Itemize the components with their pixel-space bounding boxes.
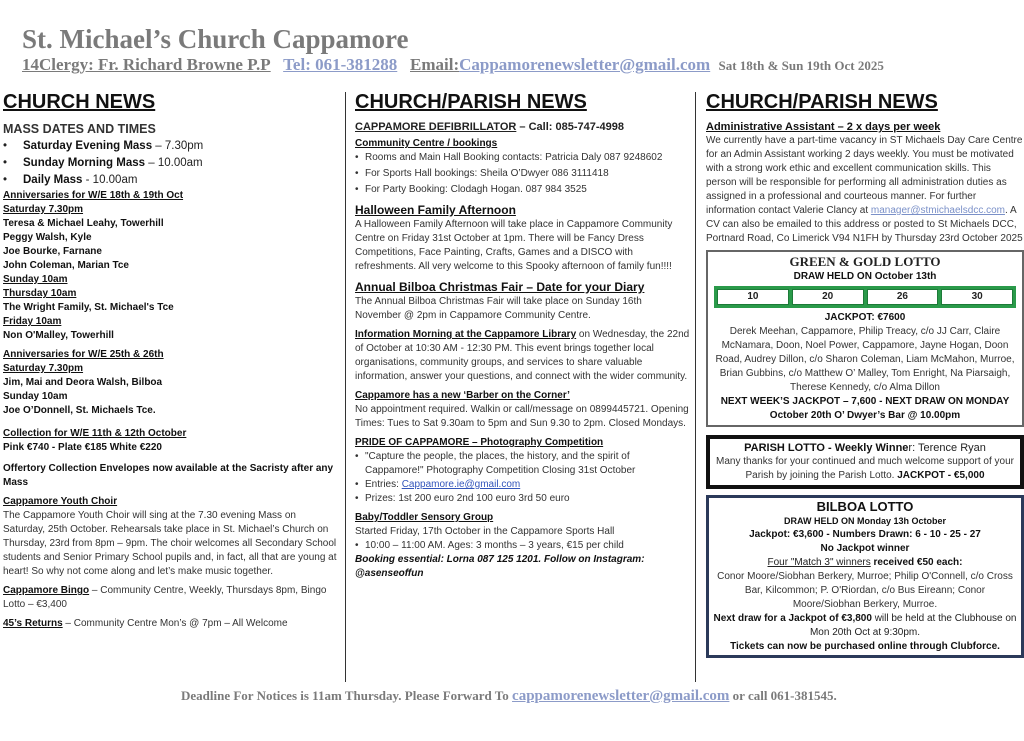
anniversary-name: Peggy Walsh, Kyle xyxy=(3,232,92,243)
pride-list xyxy=(355,450,690,506)
lotto-next-draw: NEXT WEEK’S JACKPOT – 7,600 - NEXT DRAW ON MONDAY October 20th O’ Dwyer’s Bar @ 10.00pm xyxy=(720,396,1010,421)
lotto-numbers xyxy=(714,286,1016,308)
bingo-heading: Cappamore Bingo xyxy=(3,585,90,596)
choir-text: The Cappamore Youth Choir will sing at the 7.30 evening Mass on Saturday, 25th October. Rehearsals take place in St. Michael’s Church on Thursday, 23rd from 8pm – 9pm. The choir welcomes all Secondary School students and Senior Primary School pupils and, in fact, all that are young at heart! So why not come along and let’s make music together. xyxy=(3,510,337,577)
list-item: • For Party Booking: Clodagh Hogan. 087 984 3525 xyxy=(355,183,690,197)
column-divider xyxy=(695,92,696,682)
day-heading: Sunday 10am xyxy=(3,391,68,402)
list-item: • Entries: Cappamore.ie@gmail.com xyxy=(355,478,690,492)
bilboa-no-winner: No Jackpot winner xyxy=(820,543,910,554)
list-item: • 10:00 – 11:00 AM. Ages: 3 months – 3 years, €15 per child xyxy=(355,539,690,553)
anniversary-name: The Wright Family, St. Michael's Tce xyxy=(3,302,174,313)
parish-lotto-jackpot: JACKPOT - €5,000 xyxy=(897,470,985,481)
lotto-jackpot: JACKPOT: €7600 xyxy=(824,312,906,323)
choir-heading: Cappamore Youth Choir xyxy=(3,496,118,507)
collection-amounts: Pink €740 - Plate €185 White €220 xyxy=(3,442,162,453)
entries-email-link[interactable]: Cappamore.ie@gmail.com xyxy=(401,479,521,490)
defibrillator-phone: – Call: 085-747-4998 xyxy=(516,121,624,133)
telephone: Tel: 061-381288 xyxy=(283,55,398,74)
admin-email-link[interactable]: manager@stmichaelsdcc.com xyxy=(870,205,1005,216)
lotto-draw-date: DRAW HELD ON October 13th xyxy=(793,271,937,282)
fair-heading: Annual Bilboa Christmas Fair – Date for your Diary xyxy=(355,280,645,294)
barber-text: No appointment required. Walkin or call/message on 0899445721. Opening Times: Tues to Sat 9.30am to 5pm and Sun 9.30 to 2pm. Closed Mondays. xyxy=(355,404,689,429)
parish-lotto-winner: r: Terence Ryan xyxy=(908,442,986,454)
baby-group-heading: Baby/Toddler Sensory Group xyxy=(355,512,494,523)
email-link[interactable]: Cappamorenewsletter@gmail.com xyxy=(459,55,711,74)
pride-heading: PRIDE OF CAPPAMORE – Photography Competition xyxy=(355,437,604,448)
lotto-title: GREEN & GOLD LOTTO xyxy=(789,254,941,269)
parish-lotto-label: PARISH LOTTO - Weekly Winne xyxy=(744,442,909,454)
admin-text: . A CV can also be emailed to this address or posted to St Michaels DCC, Portnard Road, Co Limerick V94 N1FH by Thursday 23rd October 2025 xyxy=(706,205,1023,244)
lotto-number: 10 xyxy=(717,289,789,305)
column-divider xyxy=(345,92,346,682)
issue-date: Sat 18th & Sun 19th Oct 2025 xyxy=(718,58,884,73)
bilboa-tickets: Tickets can now be purchased online through Clubforce. xyxy=(730,641,1000,652)
anniversary-name: Non O'Malley, Towerhill xyxy=(3,330,114,341)
bilboa-draw-date: DRAW HELD ON Monday 13h October xyxy=(783,516,946,526)
parish-news-column xyxy=(355,90,690,581)
day-heading: Saturday 7.30pm xyxy=(3,204,84,215)
mass-item: • Daily Mass - 10.00am xyxy=(3,172,338,189)
mass-item: • Sunday Morning Mass – 10.00am xyxy=(3,155,338,172)
returns-text: – Community Centre Mon’s @ 7pm – All Welcome xyxy=(62,618,288,629)
anniversary-name: Joe O’Donnell, St. Michaels Tce. xyxy=(3,405,156,416)
lotto-winners: Derek Meehan, Cappamore, Philip Treacy, c/o JJ Carr, Claire McNamara, Doon, Noel Power, Cappamore, Jayne Hogan, Doon Road, Audrey Dillon, c/o Sharon Coleman, Liam McMahon, Murroe, Brian Gubbins, c/o Matthew O’ Malley, Tom Enright, Na Piarsaigh, Therese Kennedy, c/o Alma Dillon xyxy=(715,326,1015,393)
anniversary-name: Teresa & Michael Leahy, Towerhill xyxy=(3,218,164,229)
halloween-text: A Halloween Family Afternoon will take place in Cappamore Community Centre on Friday 31st October at 1pm. There will be Fancy Dress Competitions, Face Painting, Crafts, Games and a DISCO with refreshments. All very welcome to this Spooky afternoon of family fun!!!! xyxy=(355,219,673,272)
list-item: • "Capture the people, the places, the history, and the spirit of Cappamore!" Photography Competition Closing 31st October xyxy=(355,450,690,478)
collection-heading: Collection for W/E 11th & 12th October xyxy=(3,428,187,439)
mass-item: • Saturday Evening Mass – 7.30pm xyxy=(3,138,338,155)
bilboa-jackpot: Jackpot: €3,600 - Numbers Drawn: 6 - 10 - 25 - 27 xyxy=(749,529,981,540)
anniversaries-heading: Anniversaries for W/E 18th & 19th Oct xyxy=(3,190,184,201)
day-heading: Friday 10am xyxy=(3,316,62,327)
newsletter-title: St. Michael’s Church Cappamore xyxy=(22,24,409,54)
mass-list xyxy=(3,138,338,189)
footer-deadline: Deadline For Notices is 11am Thursday. Please Forward To cappamorenewsletter@gmail.com or call 061-381545. xyxy=(181,688,837,704)
day-heading: Thursday 10am xyxy=(3,288,77,299)
bilboa-winners: Conor Moore/Siobhan Berkery, Murroe; Philip O'Connell, c/o Cross Bar, Kilcommon; P. O'Riordan, c/o Bus Eireann; Conor Moore/Siobhan Berkery, Murroe. xyxy=(717,571,1013,610)
lotto-number: 20 xyxy=(792,289,864,305)
list-item: • Prizes: 1st 200 euro 2nd 100 euro 3rd 50 euro xyxy=(355,492,690,506)
info-text: on Wednesday, the 22nd of October at 10:30 AM - 12:30 PM. This event brings together local organisations, community groups, and services to share valuable information, answer your questions, and connect with the wider community. xyxy=(355,329,690,382)
lotto-number: 30 xyxy=(941,289,1013,305)
parish-news-column-2 xyxy=(706,90,1024,658)
info-heading: Information Morning at the Cappamore Library xyxy=(355,329,577,340)
anniversary-name: Jim, Mai and Deora Walsh, Bilboa xyxy=(3,377,163,388)
fair-text: The Annual Bilboa Christmas Fair will take place on Sunday 16th November @ 2pm in Cappamore Community Centre. xyxy=(355,296,642,321)
anniversary-name: John Coleman, Marian Tce xyxy=(3,260,129,271)
admin-text: We currently have a part-time vacancy in ST Michaels Day Care Centre for an Admin Assistant working 2 days weekly. You must be motivated with a strong work ethic and excellent communication skills. This person will be responsible for performing all administration duties as assigned in a professional and courteous manner. For further information contact Valerie Clancy at xyxy=(706,135,1023,216)
list-item: • Rooms and Main Hall Booking contacts: Patricia Daly 087 9248602 xyxy=(355,151,690,165)
list-item: • For Sports Hall bookings: Sheila O’Dwyer 086 3111418 xyxy=(355,167,690,181)
column-title: CHURCH/PARISH NEWS xyxy=(706,91,938,113)
day-heading: Saturday 7.30pm xyxy=(3,363,84,374)
parish-lotto-text: Many thanks for your continued and much welcome support of your Parish by joining the Parish Lotto. xyxy=(716,456,1014,481)
clergy: 14Clergy: Fr. Richard Browne P.P xyxy=(22,55,271,74)
bilboa-next-draw: will be held at the Clubhouse on Mon 20th Oct at 9:30pm. xyxy=(809,613,1017,638)
bilboa-match-label: Four "Match 3" winners xyxy=(767,557,871,568)
bingo-text: – Community Centre, Weekly, Thursdays 8pm, Bingo Lotto – €3,400 xyxy=(3,585,327,610)
header-info xyxy=(22,55,884,75)
footer-email-link[interactable]: cappamorenewsletter@gmail.com xyxy=(512,688,730,704)
column-title: CHURCH/PARISH NEWS xyxy=(355,91,587,113)
barber-heading: Cappamore has a new ‘Barber on the Corner’ xyxy=(355,390,570,401)
lotto-number: 26 xyxy=(867,289,939,305)
returns-heading: 45’s Returns xyxy=(3,618,63,629)
bilboa-prize: received €50 each: xyxy=(870,557,963,568)
day-heading: Sunday 10am xyxy=(3,274,68,285)
church-news-column xyxy=(3,90,338,631)
bookings-list xyxy=(355,151,690,197)
parish-lotto-box xyxy=(706,435,1024,489)
email-label: Email: xyxy=(410,55,460,74)
bilboa-lotto-box xyxy=(706,495,1024,658)
halloween-heading: Halloween Family Afternoon xyxy=(355,203,516,217)
column-title: CHURCH NEWS xyxy=(3,91,156,113)
bilboa-next-jackpot: Next draw for a Jackpot of €3,800 xyxy=(713,613,872,624)
mass-heading: MASS DATES AND TIMES xyxy=(3,122,156,136)
green-gold-lotto-box xyxy=(706,250,1024,427)
baby-booking: Booking essential: Lorna 087 125 1201. Follow on Instagram: @asenseoffun xyxy=(355,554,645,579)
anniversaries-heading: Anniversaries for W/E 25th & 26th xyxy=(3,349,164,360)
anniversary-name: Joe Bourke, Farnane xyxy=(3,246,102,257)
baby-group-text: Started Friday, 17th October in the Cappamore Sports Hall xyxy=(355,526,615,537)
admin-heading: Administrative Assistant – 2 x days per week xyxy=(706,121,941,133)
bilboa-title: BILBOA LOTTO xyxy=(816,499,914,514)
community-centre-heading: Community Centre / bookings xyxy=(355,138,498,149)
envelopes-notice: Offertory Collection Envelopes now available at the Sacristy after any Mass xyxy=(3,463,334,488)
defibrillator-heading: CAPPAMORE DEFIBRILLATOR xyxy=(355,121,517,133)
